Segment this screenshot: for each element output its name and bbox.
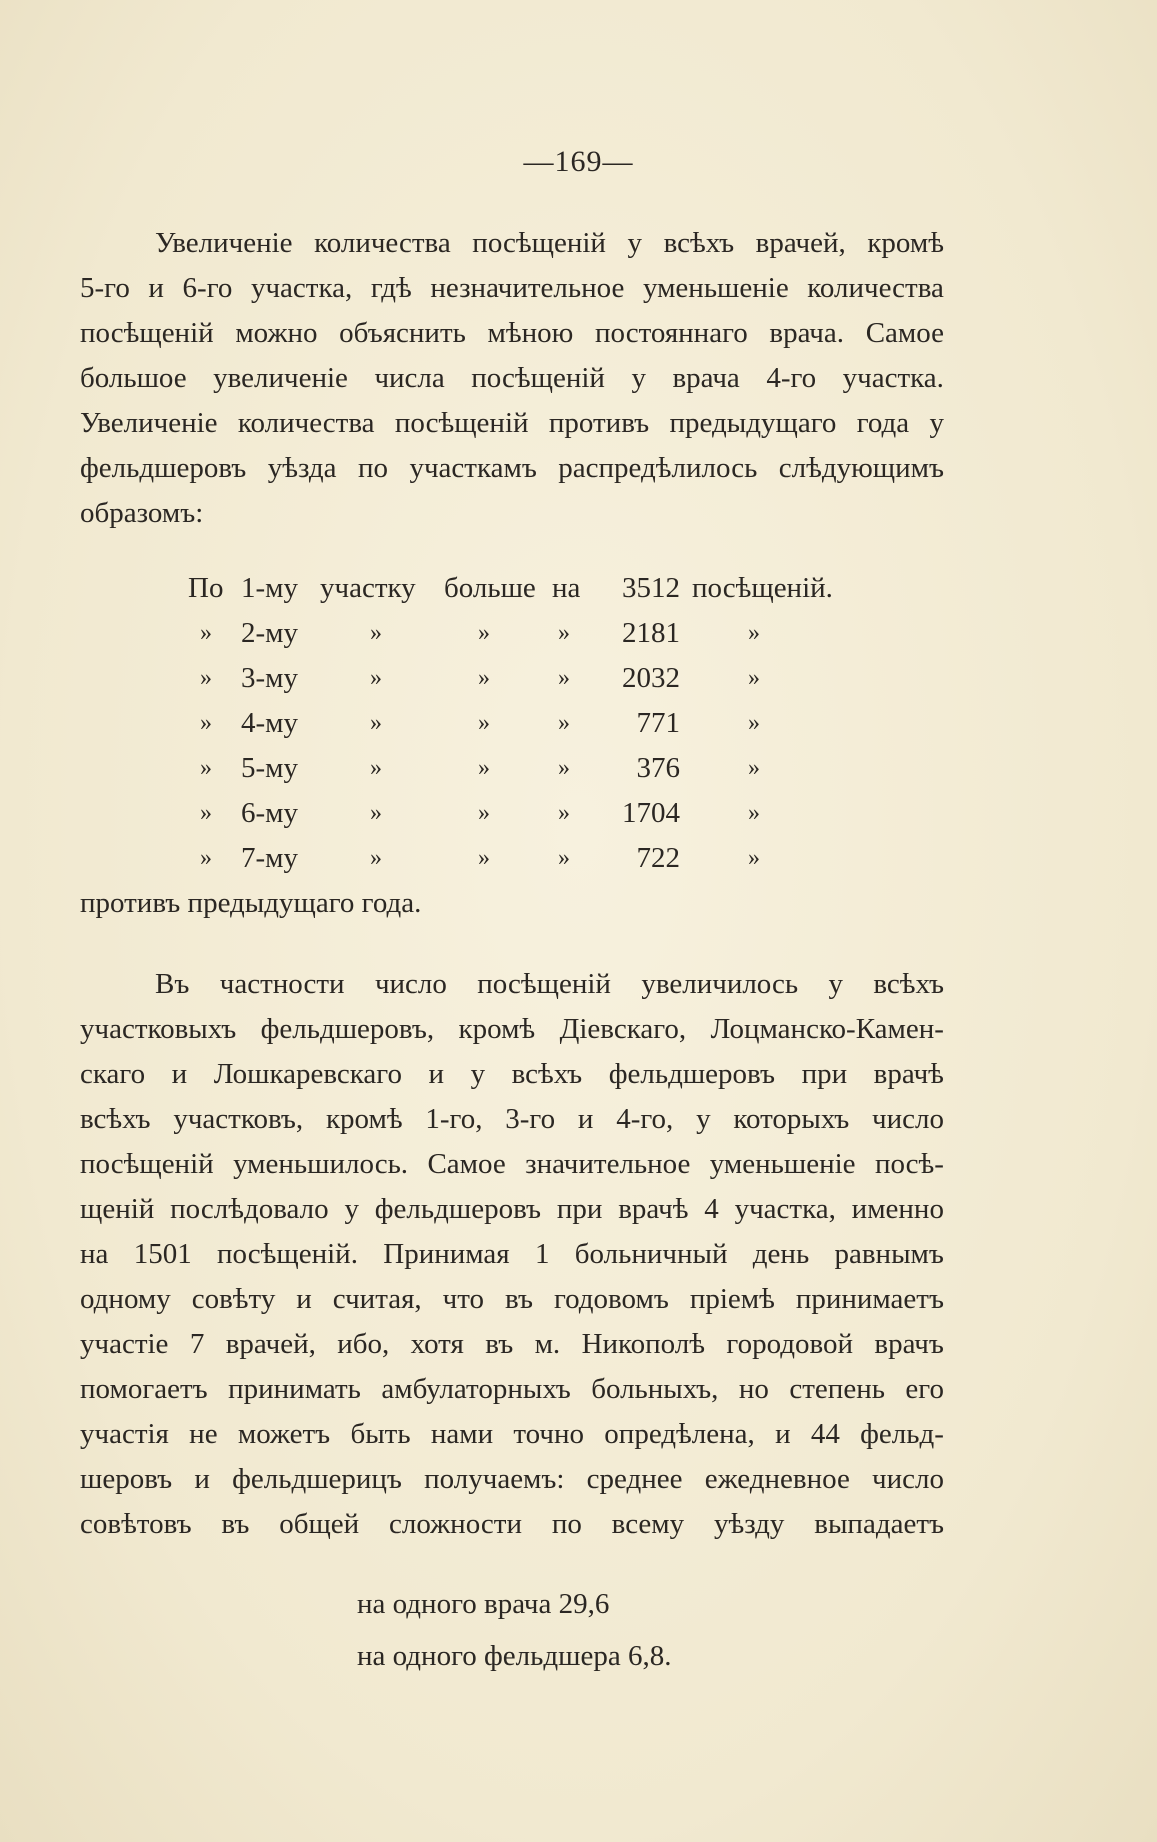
table-row: [80, 656, 944, 701]
ditto-mark: »: [200, 755, 212, 781]
table-row: [80, 836, 944, 881]
ditto-mark: »: [478, 845, 490, 871]
table-label-poseshcheniy: посѣщеній.: [692, 572, 833, 604]
ditto-mark: »: [748, 620, 760, 646]
table-label-na: на: [552, 572, 581, 604]
table-row: [80, 746, 944, 791]
ditto-mark: »: [370, 665, 382, 691]
text-line: 5-го и 6-го участка, гдѣ незначительное уменьшеніе количества: [80, 272, 944, 304]
ditto-mark: »: [748, 710, 760, 736]
average-row: [357, 1630, 671, 1682]
ditto-mark: »: [478, 800, 490, 826]
ditto-mark: »: [478, 620, 490, 646]
table-label-uchastku: участку: [320, 572, 416, 604]
page-number: —169—: [523, 145, 634, 178]
ditto-mark: »: [478, 755, 490, 781]
visit-increase-value: 2181: [622, 617, 680, 649]
table-label-bolshe: больше: [444, 572, 536, 604]
ditto-mark: »: [748, 665, 760, 691]
ditto-mark: »: [370, 620, 382, 646]
text-line: участія не можетъ быть нами точно опредѣлена, и 44 фельд-: [80, 1418, 944, 1450]
text-line: одному совѣту и считая, что въ годовомъ пріемѣ принимаетъ: [80, 1283, 944, 1315]
text-line: фельдшеровъ уѣзда по участкамъ распредѣлилось слѣдующимъ: [80, 452, 944, 484]
ditto-mark: »: [748, 845, 760, 871]
average-value: 6,8.: [627, 1640, 672, 1672]
text-line: на 1501 посѣщеній. Принимая 1 больничный день равнымъ: [80, 1238, 944, 1270]
ditto-mark: »: [558, 710, 570, 736]
text-line: шеровъ и фельдшерицъ получаемъ: среднее ежедневное число: [80, 1463, 944, 1495]
district-ordinal: 4-му: [241, 707, 299, 739]
ditto-mark: »: [558, 800, 570, 826]
ditto-mark: »: [558, 620, 570, 646]
ditto-mark: »: [478, 710, 490, 736]
ditto-mark: »: [748, 800, 760, 826]
text-line: совѣтовъ въ общей сложности по всему уѣзду выпадаетъ: [80, 1508, 944, 1540]
text-line: посѣщеній уменьшилось. Самое значительное уменьшеніе посѣ-: [80, 1148, 944, 1180]
ditto-mark: »: [370, 845, 382, 871]
daily-averages: [357, 1578, 671, 1682]
ditto-mark: »: [200, 800, 212, 826]
paragraph-details: [80, 962, 944, 1547]
text-line: Увеличеніе количества посѣщеній противъ предыдущаго года у: [80, 407, 944, 439]
average-label: на одного фельдшера: [357, 1640, 628, 1672]
text-line: Въ частности число посѣщеній увеличилось у всѣхъ: [155, 968, 944, 1000]
district-increase-table: [80, 566, 944, 881]
table-row: [80, 791, 944, 836]
text-line: щеній послѣдовало у фельдшеровъ при врачѣ 4 участка, именно: [80, 1193, 944, 1225]
paragraph-visits-increase: [80, 221, 944, 536]
district-ordinal: 3-му: [241, 662, 299, 694]
ditto-mark: »: [558, 665, 570, 691]
ditto-mark: »: [200, 710, 212, 736]
ditto-mark: »: [200, 665, 212, 691]
text-line: участковыхъ фельдшеровъ, кромѣ Діевскаго, Лоцманско-Камен-: [80, 1013, 944, 1045]
visit-increase-value: 376: [636, 752, 680, 784]
district-ordinal: 6-му: [241, 797, 299, 829]
average-value: 29,6: [558, 1588, 610, 1620]
visit-increase-value: 1704: [622, 797, 680, 829]
ditto-mark: »: [200, 845, 212, 871]
ditto-mark: »: [370, 800, 382, 826]
text-line: помогаетъ принимать амбулаторныхъ больныхъ, но степень его: [80, 1373, 944, 1405]
table-label-po: По: [188, 572, 224, 604]
ditto-mark: »: [370, 755, 382, 781]
ditto-mark: »: [370, 710, 382, 736]
table-row: [80, 566, 944, 611]
average-row: [357, 1578, 671, 1630]
visit-increase-value: 3512: [622, 572, 680, 604]
text-line: всѣхъ участковъ, кромѣ 1-го, 3-го и 4-го, у которыхъ число: [80, 1103, 944, 1135]
text-line: образомъ:: [80, 497, 204, 529]
ditto-mark: »: [558, 755, 570, 781]
visit-increase-value: 771: [636, 707, 680, 739]
table-row: [80, 611, 944, 656]
district-ordinal: 1-му: [241, 572, 299, 604]
ditto-mark: »: [558, 845, 570, 871]
table-row: [80, 701, 944, 746]
ditto-mark: »: [200, 620, 212, 646]
visit-increase-value: 2032: [622, 662, 680, 694]
district-ordinal: 7-му: [241, 842, 299, 874]
district-ordinal: 2-му: [241, 617, 299, 649]
district-ordinal: 5-му: [241, 752, 299, 784]
table-tail-text: противъ предыдущаго года.: [80, 887, 422, 919]
visit-increase-value: 722: [636, 842, 680, 874]
average-label: на одного врача: [357, 1588, 559, 1620]
text-line: скаго и Лошкаревскаго и у всѣхъ фельдшеровъ при врачѣ: [80, 1058, 944, 1090]
ditto-mark: »: [478, 665, 490, 691]
text-line: участіе 7 врачей, ибо, хотя въ м. Никополѣ городовой врачъ: [80, 1328, 944, 1360]
ditto-mark: »: [748, 755, 760, 781]
text-line: Увеличеніе количества посѣщеній у всѣхъ врачей, кромѣ: [155, 227, 944, 259]
text-line: большое увеличеніе числа посѣщеній у врача 4-го участка.: [80, 362, 944, 394]
text-line: посѣщеній можно объяснить мѣною постояннаго врача. Самое: [80, 317, 944, 349]
